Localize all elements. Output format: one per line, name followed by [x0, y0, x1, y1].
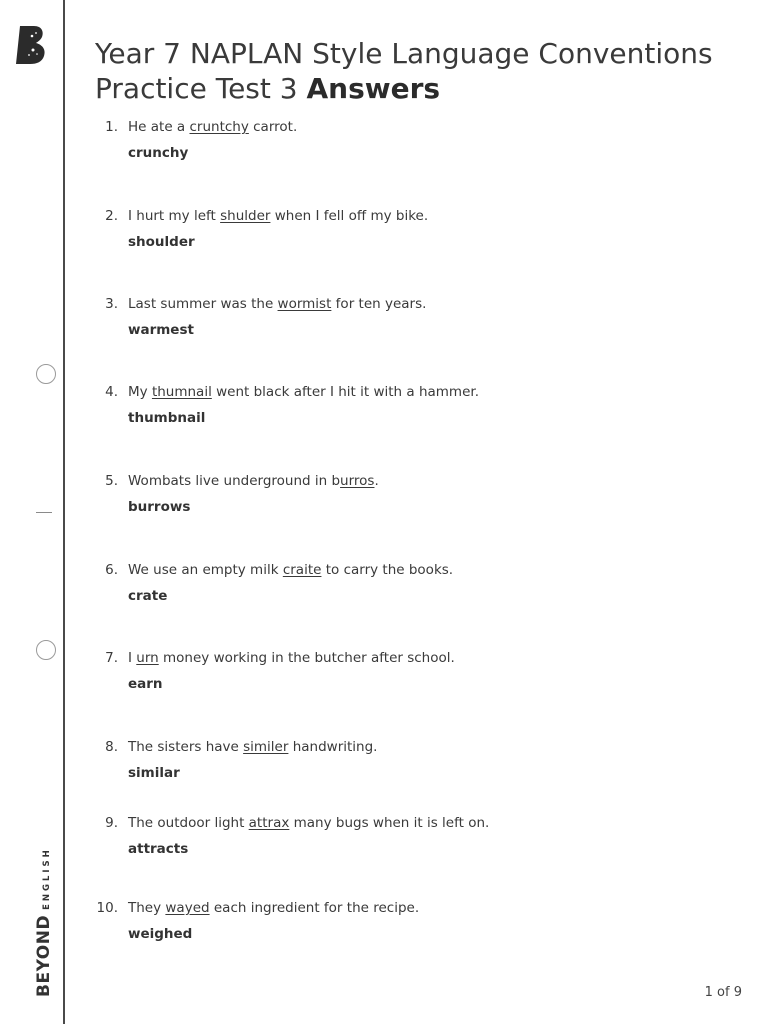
- answer-text: thumbnail: [128, 410, 206, 426]
- margin-line: [63, 0, 65, 1024]
- question-number: 5.: [105, 473, 118, 489]
- question-text-before: The outdoor light: [128, 815, 249, 831]
- question-text: [90, 383, 750, 401]
- question-text-after: carrot.: [248, 119, 298, 135]
- question-text: [90, 649, 750, 667]
- page-number: 1 of 9: [704, 985, 742, 1000]
- question-text-after: for ten years.: [331, 296, 427, 312]
- answer-text: weighed: [128, 926, 193, 942]
- misspelled-word: wayed: [165, 900, 210, 916]
- misspelled-word: cruntchy: [189, 119, 249, 135]
- brand-word-beyond: BEYOND: [34, 914, 54, 997]
- misspelled-word: urn: [136, 650, 159, 666]
- binder-hole: [36, 640, 56, 660]
- question-text: [90, 561, 750, 579]
- question-text-before: I hurt my left: [128, 208, 221, 224]
- answer-text: warmest: [128, 322, 194, 338]
- answer-text: earn: [128, 676, 163, 692]
- misspelled-word: similer: [243, 739, 289, 755]
- question-number: 4.: [105, 384, 118, 400]
- title-bold: Answers: [306, 72, 441, 105]
- answer-text: crate: [128, 588, 168, 604]
- question-text-before: The sisters have: [128, 739, 244, 755]
- brand-vertical: [34, 847, 54, 997]
- answer-text: burrows: [128, 499, 191, 515]
- question-item: [90, 472, 750, 516]
- question-text: [90, 295, 750, 313]
- brand-word-english: ENGLISH: [42, 847, 52, 910]
- answer-text: shoulder: [128, 234, 195, 250]
- misspelled-word: attrax: [248, 815, 290, 831]
- answer-text: crunchy: [128, 145, 189, 161]
- question-item: [90, 383, 750, 427]
- question-item: [90, 738, 750, 782]
- question-text-after: went black after I hit it with a hammer.: [211, 384, 479, 400]
- question-item: [90, 899, 750, 943]
- question-text-before: He ate a: [128, 119, 190, 135]
- question-number: 3.: [105, 296, 118, 312]
- question-text: [90, 738, 750, 756]
- question-text-before: We use an empty milk: [128, 562, 283, 578]
- binder-hole: [36, 364, 56, 384]
- question-text-after: .: [374, 473, 379, 489]
- question-number: 10.: [96, 900, 118, 916]
- answer-text: attracts: [128, 841, 189, 857]
- question-number: 2.: [105, 208, 118, 224]
- question-text-after: to carry the books.: [321, 562, 454, 578]
- misspelled-word: craite: [282, 562, 322, 578]
- fold-mark: [36, 512, 52, 513]
- question-text-before: Last summer was the: [128, 296, 278, 312]
- question-item: [90, 649, 750, 693]
- question-text-after: money working in the butcher after school.: [158, 650, 455, 666]
- question-text-before: My: [128, 384, 152, 400]
- question-item: [90, 295, 750, 339]
- question-text-before: Wombats live underground in b: [128, 473, 341, 489]
- question-text: [90, 472, 750, 490]
- question-text-after: each ingredient for the recipe.: [209, 900, 420, 916]
- question-item: [90, 814, 750, 858]
- misspelled-word: shulder: [220, 208, 271, 224]
- question-text: [90, 899, 750, 917]
- question-text: [90, 207, 750, 225]
- title-line-1: Year 7 NAPLAN Style Language Conventions: [95, 37, 713, 70]
- question-text: [90, 118, 750, 136]
- misspelled-word: wormist: [277, 296, 332, 312]
- question-number: 1.: [105, 119, 118, 135]
- question-item: [90, 561, 750, 605]
- page-title: [95, 36, 755, 106]
- misspelled-word: urros: [340, 473, 375, 489]
- question-number: 9.: [105, 815, 118, 831]
- question-text-after: when I fell off my bike.: [270, 208, 429, 224]
- question-text-after: many bugs when it is left on.: [289, 815, 490, 831]
- question-text-before: They: [128, 900, 166, 916]
- question-text: [90, 814, 750, 832]
- question-item: [90, 207, 750, 251]
- misspelled-word: thumnail: [151, 384, 212, 400]
- question-number: 8.: [105, 739, 118, 755]
- question-text-after: handwriting.: [288, 739, 378, 755]
- answer-text: similar: [128, 765, 180, 781]
- question-text-before: I: [128, 650, 137, 666]
- question-item: [90, 118, 750, 162]
- title-line-2: [95, 71, 755, 106]
- question-number: 7.: [105, 650, 118, 666]
- beyond-logo-icon: [15, 24, 51, 66]
- question-number: 6.: [105, 562, 118, 578]
- title-plain: Practice Test 3: [95, 72, 307, 105]
